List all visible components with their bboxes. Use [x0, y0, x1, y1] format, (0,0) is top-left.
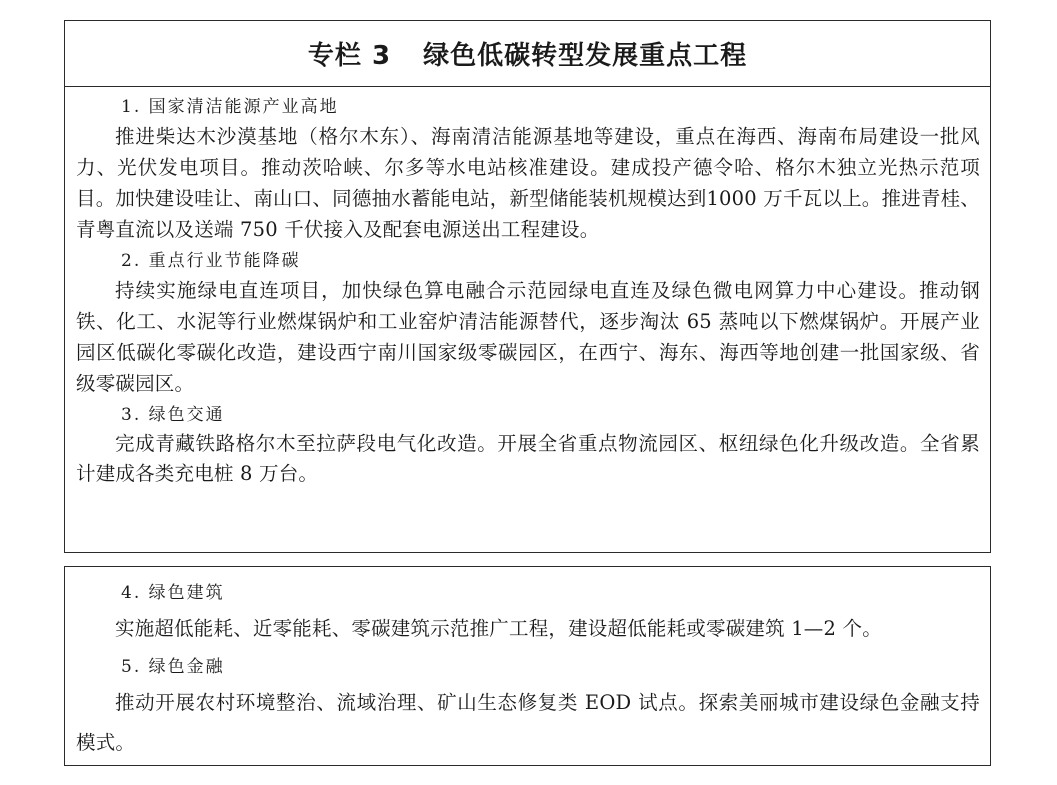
section-text-1: 推进柴达木沙漠基地（格尔木东）、海南清洁能源基地等建设，重点在海西、海南布局建设一批风力、光伏发电项目。推动茨哈峡、尔多等水电站核准建设。建成投产德令哈、格尔木独立光热示范项目。加快建设哇让、南山口、同德抽水蓄能电站，新型储能装机规模达到1000 万千瓦以上。推进青桂、青粤直流以及送端 750 千伏接入及配套电源送出工程建设。 — [76, 125, 980, 241]
column-number: 专栏 3 — [307, 41, 392, 71]
column-title-bar — [65, 21, 990, 87]
section-heading-2: 2. 重点行业节能降碳 — [121, 251, 301, 271]
section-heading-3: 3. 绿色交通 — [121, 405, 225, 425]
column-box-1 — [64, 20, 991, 553]
column-box-2 — [64, 566, 991, 766]
section-text-5: 推动开展农村环境整治、流域治理、矿山生态修复类 EOD 试点。探索美丽城市建设绿色金融支持模式。 — [76, 691, 980, 754]
section-text-2: 持续实施绿电直连项目，加快绿色算电融合示范园绿电直连及绿色微电网算力中心建设。推动钢铁、化工、水泥等行业燃煤锅炉和工业窑炉清洁能源替代，逐步淘汰 65 蒸吨以下燃煤锅炉。开展产业园区低碳化零碳化改造，建设西宁南川国家级零碳园区，在西宁、海东、海西等地创建一批国家级、省级零碳园区。 — [76, 279, 980, 395]
section-heading-5: 5. 绿色金融 — [121, 657, 225, 677]
section-heading-1: 1. 国家清洁能源产业高地 — [121, 97, 339, 117]
section-text-4: 实施超低能耗、近零能耗、零碳建筑示范推广工程，建设超低能耗或零碳建筑 1—2 个。 — [115, 617, 882, 640]
column-title: 绿色低碳转型发展重点工程 — [423, 41, 748, 71]
section-heading-4: 4. 绿色建筑 — [121, 583, 225, 603]
column-content-1 — [65, 87, 990, 489]
column-content-2 — [65, 567, 990, 763]
section-text-3: 完成青藏铁路格尔木至拉萨段电气化改造。开展全省重点物流园区、枢纽绿色化升级改造。全省累计建成各类充电桩 8 万台。 — [76, 432, 980, 485]
